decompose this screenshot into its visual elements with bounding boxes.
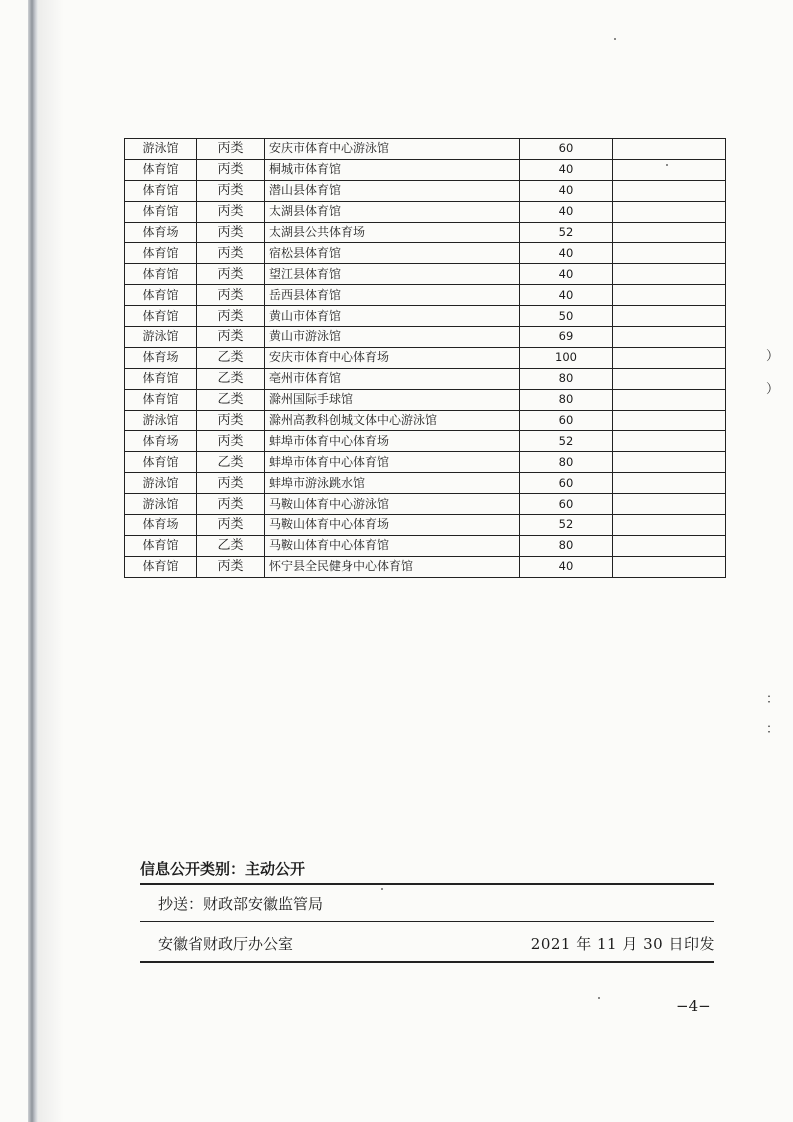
table-row: [125, 201, 726, 222]
table-row: [125, 159, 726, 180]
venue-value-cell: 40: [520, 556, 613, 577]
venue-value-cell: 40: [520, 159, 613, 180]
venue-class-cell: 丙类: [197, 327, 265, 348]
venue-type-cell: 体育场: [125, 222, 197, 243]
venue-class-cell: 丙类: [197, 201, 265, 222]
venue-type-cell: 体育馆: [125, 556, 197, 577]
venue-class-cell: 乙类: [197, 452, 265, 473]
venue-type-cell: 游泳馆: [125, 473, 197, 494]
footer-rule-top: [140, 883, 714, 885]
venue-type-cell: 游泳馆: [125, 494, 197, 515]
blank-cell: [613, 431, 726, 452]
venue-value-cell: 52: [520, 222, 613, 243]
blank-cell: [613, 389, 726, 410]
table-row: [125, 389, 726, 410]
venue-class-cell: 丙类: [197, 264, 265, 285]
venue-name-cell: 太湖县公共体育场: [265, 222, 520, 243]
margin-mark: ）: [766, 349, 780, 364]
table-row: [125, 452, 726, 473]
venue-name-cell: 马鞍山体育中心体育场: [265, 515, 520, 536]
table-row: [125, 180, 726, 201]
venue-name-cell: 蚌埠市游泳跳水馆: [265, 473, 520, 494]
venue-type-cell: 体育馆: [125, 159, 197, 180]
venue-name-cell: 安庆市体育中心游泳馆: [265, 139, 520, 160]
margin-mark: ：: [766, 692, 780, 707]
table-row: [125, 431, 726, 452]
venue-class-cell: 丙类: [197, 431, 265, 452]
venue-name-cell: 宿松县体育馆: [265, 243, 520, 264]
venue-value-cell: 40: [520, 180, 613, 201]
blank-cell: [613, 159, 726, 180]
table-row: [125, 139, 726, 160]
table-row: [125, 347, 726, 368]
venue-type-cell: 体育场: [125, 431, 197, 452]
venue-value-cell: 50: [520, 306, 613, 327]
venue-value-cell: 40: [520, 243, 613, 264]
venue-name-cell: 滁州高教科创城文体中心游泳馆: [265, 410, 520, 431]
table-row: [125, 222, 726, 243]
venue-class-cell: 丙类: [197, 494, 265, 515]
blank-cell: [613, 306, 726, 327]
venue-type-cell: 体育馆: [125, 264, 197, 285]
venue-value-cell: 60: [520, 473, 613, 494]
venue-name-cell: 安庆市体育中心体育场: [265, 347, 520, 368]
blank-cell: [613, 368, 726, 389]
venue-type-cell: 体育馆: [125, 180, 197, 201]
table-row: [125, 243, 726, 264]
venue-name-cell: 亳州市体育馆: [265, 368, 520, 389]
venue-class-cell: 丙类: [197, 410, 265, 431]
venue-class-cell: 乙类: [197, 368, 265, 389]
venue-value-cell: 52: [520, 515, 613, 536]
binding-shadow: [38, 0, 64, 1122]
venue-value-cell: 40: [520, 264, 613, 285]
venue-value-cell: 80: [520, 452, 613, 473]
venue-name-cell: 桐城市体育馆: [265, 159, 520, 180]
table-row: [125, 535, 726, 556]
venue-class-cell: 丙类: [197, 515, 265, 536]
blank-cell: [613, 222, 726, 243]
venue-class-cell: 丙类: [197, 243, 265, 264]
blank-cell: [613, 473, 726, 494]
venue-value-cell: 80: [520, 389, 613, 410]
scan-speck: [614, 38, 616, 40]
venue-type-cell: 游泳馆: [125, 410, 197, 431]
table-row: [125, 264, 726, 285]
venue-type-cell: 游泳馆: [125, 327, 197, 348]
margin-mark: ）: [766, 382, 780, 397]
venue-class-cell: 乙类: [197, 389, 265, 410]
venue-name-cell: 马鞍山体育中心体育馆: [265, 535, 520, 556]
footer-rule-middle: [140, 921, 714, 922]
venue-name-cell: 怀宁县全民健身中心体育馆: [265, 556, 520, 577]
blank-cell: [613, 201, 726, 222]
venue-value-cell: 40: [520, 201, 613, 222]
venue-value-cell: 60: [520, 139, 613, 160]
venue-value-cell: 100: [520, 347, 613, 368]
blank-cell: [613, 515, 726, 536]
venue-type-cell: 体育馆: [125, 306, 197, 327]
venue-name-cell: 马鞍山体育中心游泳馆: [265, 494, 520, 515]
table-row: [125, 285, 726, 306]
venue-value-cell: 52: [520, 431, 613, 452]
table-row: [125, 368, 726, 389]
venue-class-cell: 乙类: [197, 347, 265, 368]
venue-type-cell: 体育场: [125, 347, 197, 368]
binding-edge: [28, 0, 38, 1122]
venue-table: [124, 138, 726, 578]
venue-type-cell: 体育馆: [125, 389, 197, 410]
margin-mark: ：: [766, 722, 780, 737]
cc-recipient: 抄送：财政部安徽监管局: [158, 895, 324, 913]
venue-class-cell: 丙类: [197, 139, 265, 160]
issuing-office: 安徽省财政厅办公室: [158, 935, 294, 953]
venue-class-cell: 丙类: [197, 159, 265, 180]
venue-class-cell: 丙类: [197, 222, 265, 243]
table-row: [125, 494, 726, 515]
venue-value-cell: 80: [520, 535, 613, 556]
venue-class-cell: 丙类: [197, 285, 265, 306]
venue-class-cell: 乙类: [197, 535, 265, 556]
table-row: [125, 473, 726, 494]
scan-speck: [381, 888, 383, 890]
venue-value-cell: 40: [520, 285, 613, 306]
venue-type-cell: 体育馆: [125, 243, 197, 264]
venue-type-cell: 体育馆: [125, 368, 197, 389]
venue-value-cell: 60: [520, 494, 613, 515]
blank-cell: [613, 535, 726, 556]
venue-value-cell: 69: [520, 327, 613, 348]
table-row: [125, 327, 726, 348]
blank-cell: [613, 494, 726, 515]
venue-class-cell: 丙类: [197, 556, 265, 577]
scan-speck: [666, 164, 668, 166]
info-disclosure-category: 信息公开类别：主动公开: [140, 860, 306, 878]
venue-type-cell: 体育馆: [125, 452, 197, 473]
blank-cell: [613, 180, 726, 201]
venue-name-cell: 黄山市游泳馆: [265, 327, 520, 348]
scan-speck: [598, 997, 600, 999]
page-number: −4−: [676, 997, 711, 1015]
venue-name-cell: 蚌埠市体育中心体育馆: [265, 452, 520, 473]
venue-name-cell: 潜山县体育馆: [265, 180, 520, 201]
venue-class-cell: 丙类: [197, 473, 265, 494]
venue-name-cell: 太湖县体育馆: [265, 201, 520, 222]
venue-name-cell: 黄山市体育馆: [265, 306, 520, 327]
venue-value-cell: 60: [520, 410, 613, 431]
blank-cell: [613, 264, 726, 285]
table-row: [125, 410, 726, 431]
table-row: [125, 306, 726, 327]
blank-cell: [613, 556, 726, 577]
blank-cell: [613, 139, 726, 160]
blank-cell: [613, 285, 726, 306]
venue-type-cell: 体育馆: [125, 285, 197, 306]
venue-name-cell: 蚌埠市体育中心体育场: [265, 431, 520, 452]
blank-cell: [613, 410, 726, 431]
issue-date: 2021 年 11 月 30 日印发: [530, 935, 715, 953]
blank-cell: [613, 243, 726, 264]
venue-name-cell: 滁州国际手球馆: [265, 389, 520, 410]
venue-name-cell: 岳西县体育馆: [265, 285, 520, 306]
venue-name-cell: 望江县体育馆: [265, 264, 520, 285]
venue-table-body: [125, 139, 726, 578]
venue-value-cell: 80: [520, 368, 613, 389]
blank-cell: [613, 327, 726, 348]
venue-type-cell: 游泳馆: [125, 139, 197, 160]
venue-class-cell: 丙类: [197, 306, 265, 327]
footer-rule-bottom: [140, 961, 714, 963]
blank-cell: [613, 347, 726, 368]
table-row: [125, 556, 726, 577]
venue-type-cell: 体育馆: [125, 201, 197, 222]
table-row: [125, 515, 726, 536]
venue-type-cell: 体育场: [125, 515, 197, 536]
venue-class-cell: 丙类: [197, 180, 265, 201]
blank-cell: [613, 452, 726, 473]
venue-type-cell: 体育馆: [125, 535, 197, 556]
